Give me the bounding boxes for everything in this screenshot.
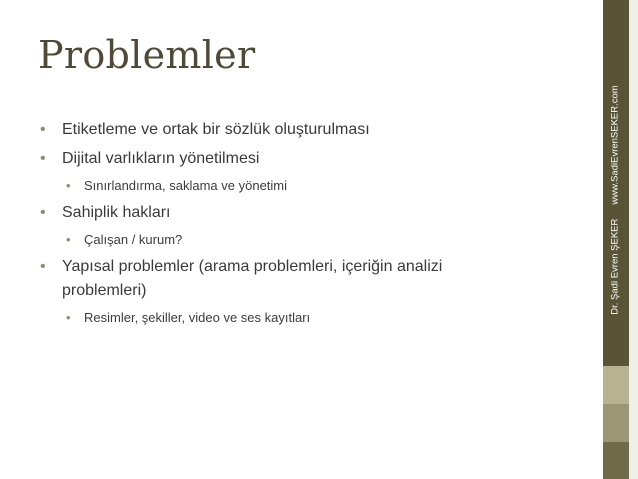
bullet-dot-icon: • <box>40 121 46 138</box>
bullet-item <box>40 255 580 303</box>
bullet-text: Etiketleme ve ortak bir sözlük oluşturulması <box>62 121 370 138</box>
author-name: Dr. Şadi Evren ŞEKER <box>609 218 621 315</box>
bullet-item <box>40 147 580 171</box>
bullet-text-line: problemleri) <box>62 282 147 299</box>
bullet-text: Sahiplik hakları <box>62 204 171 221</box>
bullet-dot-icon: • <box>40 204 46 221</box>
bullet-text: Çalışan / kurum? <box>84 232 183 247</box>
bullet-dot-icon: • <box>40 258 46 275</box>
bullet-item <box>40 118 580 142</box>
sub-bullet-item <box>40 308 580 328</box>
bullet-text: Resimler, şekiller, video ve ses kayıtları <box>84 310 311 325</box>
bullet-dot-icon: • <box>66 178 71 193</box>
bullet-list <box>40 118 580 328</box>
bullet-text: Dijital varlıkların yönetilmesi <box>62 150 260 167</box>
decor-square-light <box>603 366 629 404</box>
website-url: www.SadiEvrenSEKER.com <box>609 85 621 205</box>
decor-square-medium <box>603 404 629 442</box>
sub-bullet-item <box>40 176 580 196</box>
bullet-item <box>40 201 580 225</box>
bullet-dot-icon: • <box>66 310 71 325</box>
slide-title: Problemler <box>38 33 256 77</box>
sidebar-edge <box>629 0 638 479</box>
bullet-text: Sınırlandırma, saklama ve yönetimi <box>84 178 288 193</box>
bullet-text-line: Yapısal problemler (arama problemleri, içeriğin analizi <box>62 258 443 275</box>
decor-square-dark <box>603 442 629 479</box>
sidebar-credit <box>610 85 621 314</box>
bullet-dot-icon: • <box>40 150 46 167</box>
bullet-dot-icon: • <box>66 232 71 247</box>
sub-bullet-item <box>40 230 580 250</box>
